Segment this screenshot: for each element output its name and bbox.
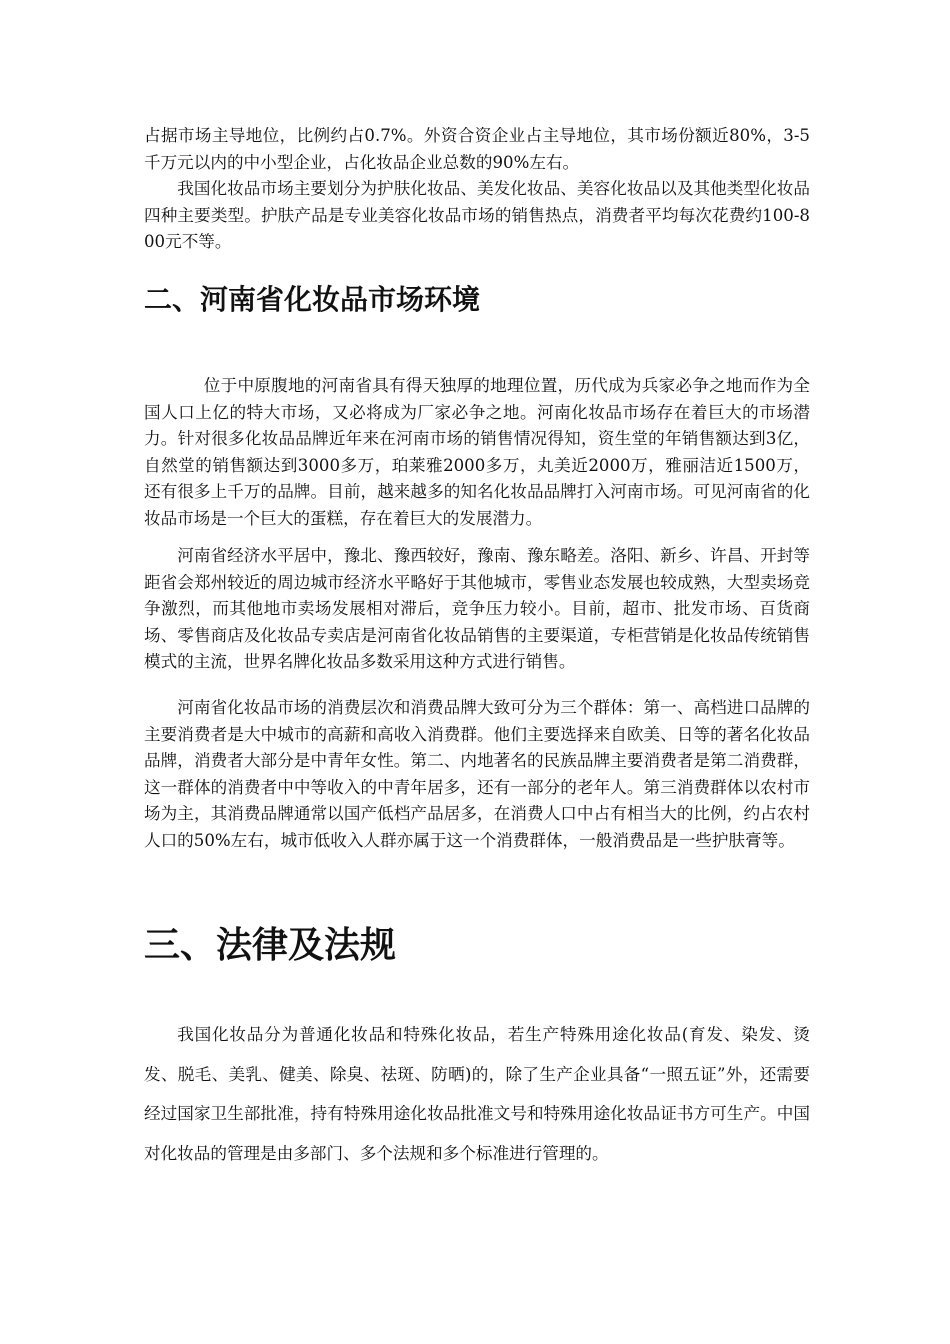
paragraph-cosmetics-regulation: 我国化妆品分为普通化妆品和特殊化妆品，若生产特殊用途化妆品(育发、染发、烫发、脱毛、美乳、健美、除臭、祛斑、防晒)的，除了生产企业具备“一照五证”外，还需要经过国家卫生部批准，持有特殊用途化妆品批准文号和特殊用途化妆品证书方可生产。中国对化妆品的管理是由多部门、多个法规和多个标准进行管理的。	[144, 1025, 810, 1163]
section-heading-laws: 三、法律及法规	[144, 925, 397, 966]
section-heading-henan-market: 二、河南省化妆品市场环境	[144, 283, 481, 316]
paragraph-market-share: 占据市场主导地位，比例约占0.7%。外资合资企业占主导地位，其市场份额近80%，3-5千万元以内的中小型企业，占化妆品企业总数的90%左右。	[144, 126, 810, 172]
paragraph-henan-location: 位于中原腹地的河南省具有得天独厚的地理位置，历代成为兵家必争之地而作为全国人口上亿的特大市场，又必将成为厂家必争之地。河南化妆品市场存在着巨大的市场潜力。针对很多化妆品品牌近年来在河南市场的销售情况得知，资生堂的年销售额达到3亿，自然堂的销售额达到3000多万，珀莱雅2000多万，丸美近2000万，雅丽洁近1500万，还有很多上千万的品牌。目前，越来越多的知名化妆品品牌打入河南市场。可见河南省的化妆品市场是一个巨大的蛋糕，存在着巨大的发展潜力。	[144, 376, 810, 528]
paragraph-henan-consumers: 河南省化妆品市场的消费层次和消费品牌大致可分为三个群体：第一、高档进口品牌的主要消费者是大中城市的高薪和高收入消费群。他们主要选择来自欧美、日等的著名化妆品品牌，消费者大部分是中青年女性。第二、内地著名的民族品牌主要消费者是第二消费群，这一群体的消费者中中等收入的中青年居多，还有一部分的老年人。第三消费群体以农村市场为主，其消费品牌通常以国产低档产品居多，在消费人口中占有相当大的比例，约占农村人口的50%左右，城市低收入人群亦属于这一个消费群体，一般消费品是一些护肤膏等。	[144, 698, 810, 850]
paragraph-henan-economy: 河南省经济水平居中，豫北、豫西较好，豫南、豫东略差。洛阳、新乡、许昌、开封等距省会郑州较近的周边城市经济水平略好于其他城市，零售业态发展也较成熟，大型卖场竞争激烈，而其他地市卖场发展相对滞后，竞争压力较小。目前，超市、批发市场、百货商场、零售商店及化妆品专卖店是河南省化妆品销售的主要渠道，专柜营销是化妆品传统销售模式的主流，世界名牌化妆品多数采用这种方式进行销售。	[144, 546, 810, 671]
paragraph-product-types: 我国化妆品市场主要划分为护肤化妆品、美发化妆品、美容化妆品以及其他类型化妆品四种主要类型。护肤产品是专业美容化妆品市场的销售热点，消费者平均每次花费约100-800元不等。	[144, 179, 810, 251]
